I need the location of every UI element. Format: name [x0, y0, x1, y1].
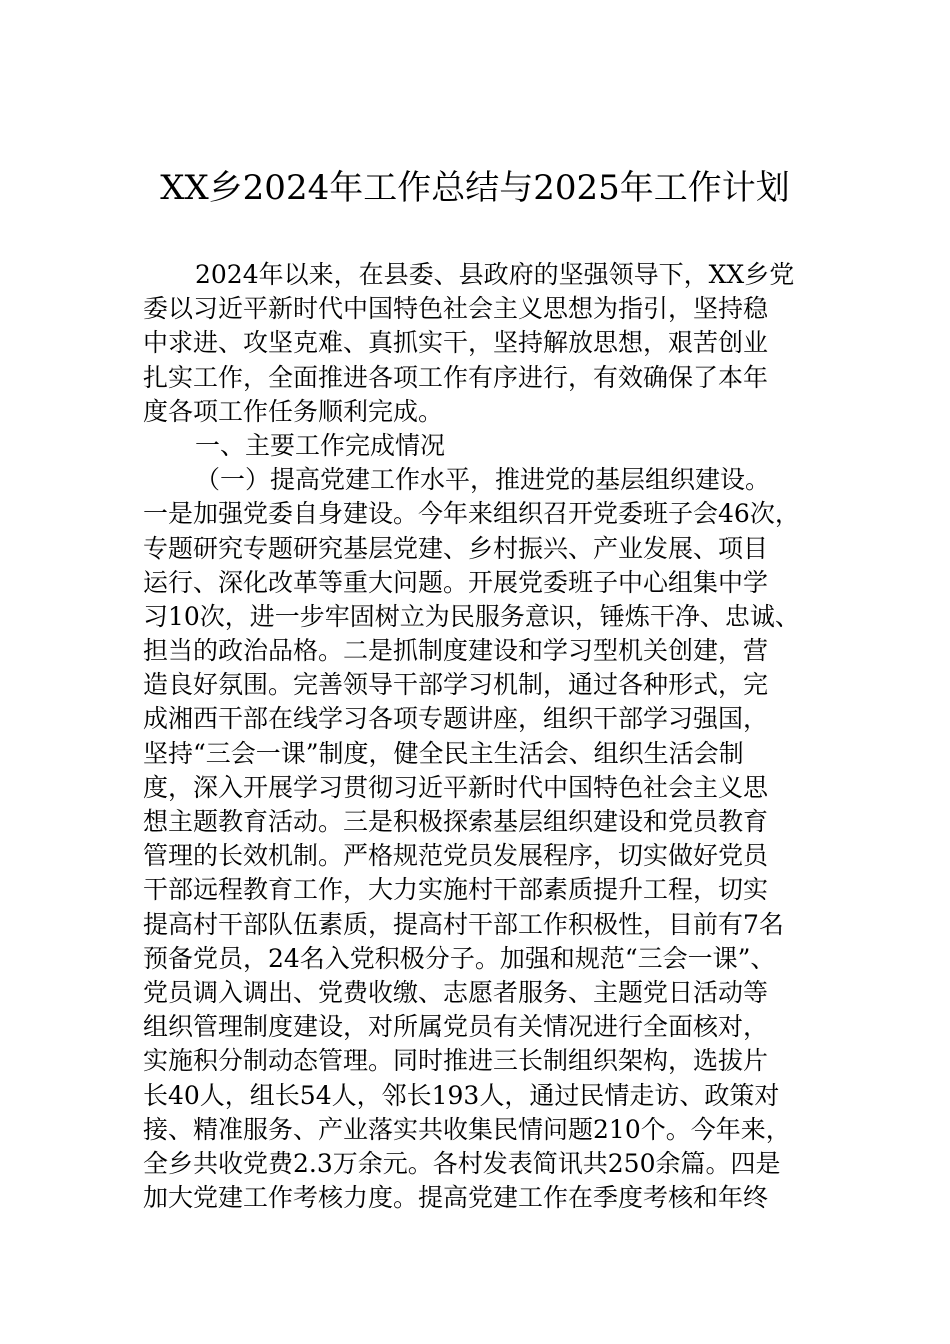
paragraph-line: 加大党建工作考核力度。提高党建工作在季度考核和年终 [143, 1183, 769, 1213]
paragraph-line: 干部远程教育工作，大力实施村干部素质提升工程，切实 [143, 875, 769, 905]
paragraph-line: 管理的长效机制。严格规范党员发展程序，切实做好党员 [143, 841, 769, 871]
paragraph-line: 度，深入开展学习贯彻习近平新时代中国特色社会主义思 [143, 772, 769, 802]
paragraph-line: 实施积分制动态管理。同时推进三长制组织架构，选拔片 [143, 1046, 769, 1076]
paragraph-intro-line: 扎实工作，全面推进各项工作有序进行，有效确保了本年 [143, 362, 769, 392]
paragraph-intro-line: 中求进、攻坚克难、真抓实干，坚持解放思想，艰苦创业 [143, 328, 769, 358]
paragraph-line: 坚持“三会一课”制度，健全民主生活会、组织生活会制 [143, 738, 744, 768]
document-title: XX乡2024年工作总结与2025年工作计划 [160, 168, 790, 208]
paragraph-line: 党员调入调出、党费收缴、志愿者服务、主题党日活动等 [143, 977, 769, 1007]
paragraph-line: 成湘西干部在线学习各项专题讲座，组织干部学习强国， [143, 704, 769, 734]
paragraph-line: 全乡共收党费2.3万余元。各村发表简讯共250余篇。四是 [143, 1148, 781, 1178]
paragraph-line: 运行、深化改革等重大问题。开展党委班子中心组集中学 [143, 567, 769, 597]
section-heading: 一、主要工作完成情况 [195, 430, 446, 460]
subsection-heading: （一）提高党建工作水平，推进党的基层组织建设。 [195, 465, 771, 495]
paragraph-line: 长40人，组长54人，邻长193人，通过民情走访、政策对 [143, 1080, 780, 1110]
document-body [143, 258, 833, 1215]
paragraph-line: 组织管理制度建设，对所属党员有关情况进行全面核对， [143, 1012, 769, 1042]
paragraph-intro-line: 委以习近平新时代中国特色社会主义思想为指引，坚持稳 [143, 294, 769, 324]
paragraph-intro-line: 度各项工作任务顺利完成。 [143, 396, 444, 426]
paragraph-intro-line: 2024年以来，在县委、县政府的坚强领导下，XX乡党 [195, 260, 795, 289]
paragraph-line: 习10次，进一步牢固树立为民服务意识，锤炼干净、忠诚、 [143, 601, 800, 631]
paragraph-line: 担当的政治品格。二是抓制度建设和学习型机关创建，营 [143, 636, 769, 666]
paragraph-line: 造良好氛围。完善领导干部学习机制，通过各种形式，完 [143, 670, 769, 700]
paragraph-line: 专题研究专题研究基层党建、乡村振兴、产业发展、项目 [143, 533, 769, 563]
paragraph-line: 接、精准服务、产业落实共收集民情问题210个。今年来， [143, 1114, 791, 1144]
paragraph-line: 提高村干部队伍素质，提高村干部工作积极性，目前有7名 [143, 909, 784, 939]
paragraph-line: 一是加强党委自身建设。今年来组织召开党委班子会46次， [143, 499, 800, 529]
paragraph-line: 预备党员，24名入党积极分子。加强和规范“三会一课”、 [143, 943, 776, 973]
paragraph-line: 想主题教育活动。三是积极探索基层组织建设和党员教育 [143, 807, 769, 836]
